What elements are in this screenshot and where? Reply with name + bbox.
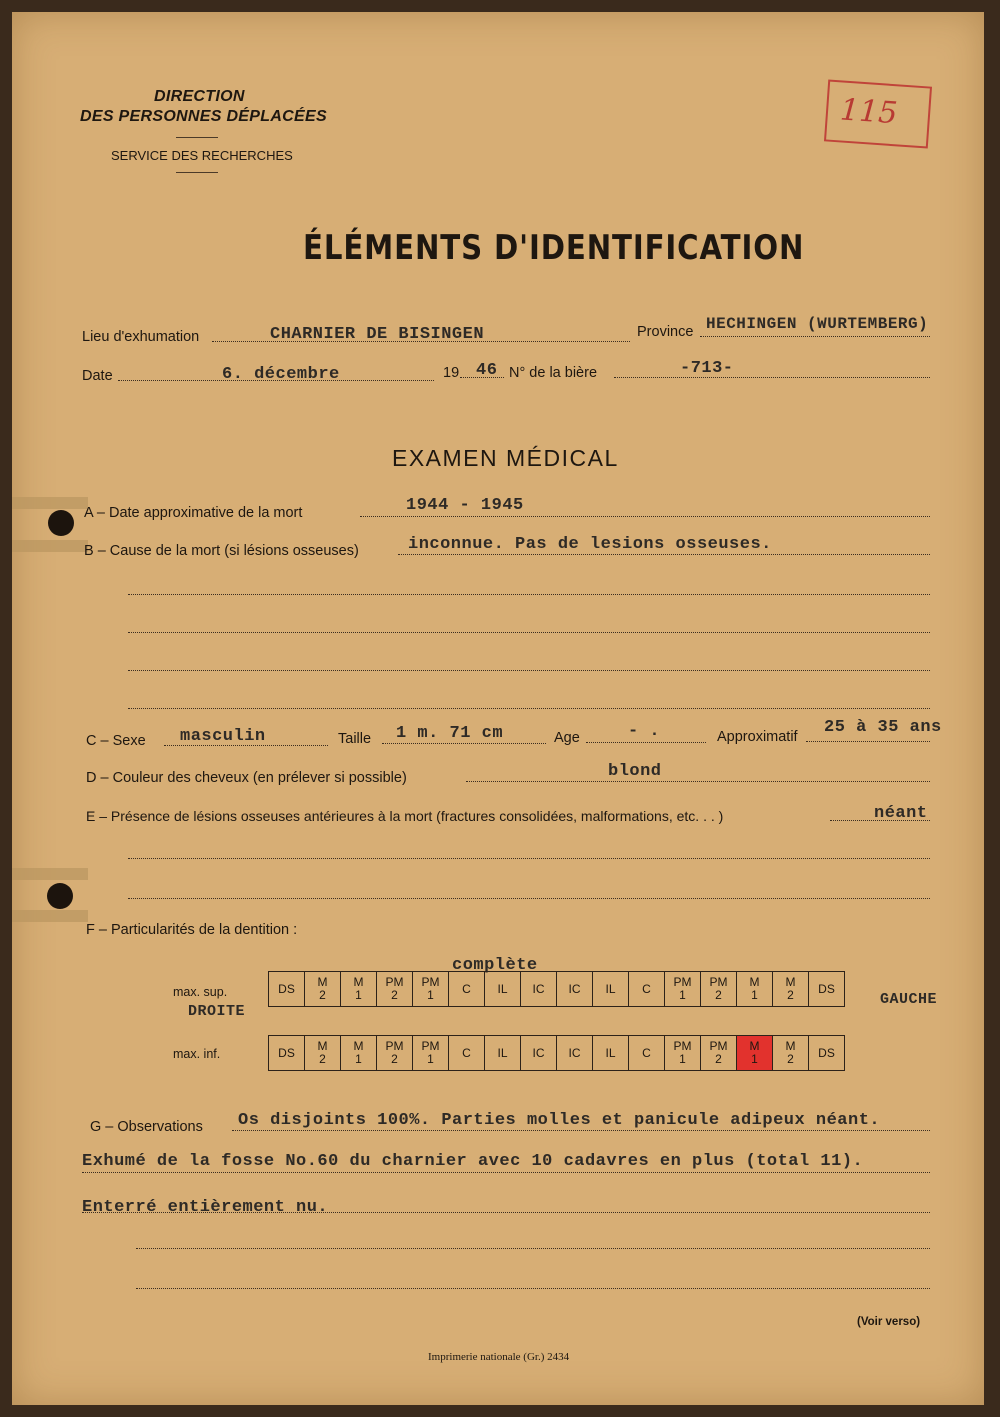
section-title: EXAMEN MÉDICAL: [392, 445, 619, 471]
header-direction: DIRECTION: [154, 88, 245, 105]
dentition-note: complète: [452, 956, 538, 975]
page-title: ÉLÉMENTS D'IDENTIFICATION: [303, 228, 805, 268]
province-value: HECHINGEN (WURTEMBERG): [706, 315, 929, 333]
year-value: 46: [476, 361, 498, 380]
taille-line: [382, 743, 546, 744]
tooth-cell: PM 2: [701, 1036, 737, 1071]
header-rule: [176, 172, 218, 173]
header-service: SERVICE DES RECHERCHES: [111, 148, 293, 163]
biere-label: N° de la bière: [509, 365, 598, 381]
blank-line: [128, 898, 930, 899]
hole-band: [12, 497, 88, 509]
tooth-cell: PM 2: [377, 1036, 413, 1071]
age-label: Age: [554, 730, 580, 746]
tooth-cell: C: [449, 1036, 485, 1071]
date-value: 6. décembre: [222, 365, 340, 384]
blank-line: [128, 632, 930, 633]
blank-line: [128, 708, 930, 709]
approx-label: Approximatif: [717, 729, 798, 745]
province-label: Province: [637, 324, 694, 340]
voir-verso: (Voir verso): [857, 1316, 921, 1328]
stamp-box: [824, 79, 932, 148]
tooth-cell: PM 2: [701, 972, 737, 1007]
item-a-line: [360, 516, 930, 517]
tooth-cell: IC: [557, 972, 593, 1007]
taille-label: Taille: [338, 731, 372, 747]
hole-band: [12, 868, 88, 880]
hole-band: [12, 910, 88, 922]
blank-line: [136, 1288, 930, 1289]
max-sup-label: max. sup.: [173, 985, 228, 999]
age-line: [586, 742, 706, 743]
taille-value: 1 m. 71 cm: [396, 724, 504, 743]
item-b-label: B – Cause de la mort (si lésions osseuses): [84, 543, 359, 559]
tooth-cell: DS: [269, 972, 305, 1007]
teeth-upper-row: [268, 971, 845, 1007]
date-label: Date: [82, 368, 113, 384]
year-prefix: 19: [443, 365, 460, 381]
item-e-label: E – Présence de lésions osseuses antérieures à la mort (fractures consolidées, malformations, etc. . . ): [86, 808, 724, 824]
tooth-cell: M 1: [341, 972, 377, 1007]
gauche-label: GAUCHE: [880, 991, 938, 1008]
item-f-label: F – Particularités de la dentition :: [86, 922, 298, 938]
tooth-cell: DS: [809, 1036, 845, 1071]
punch-hole: [47, 883, 73, 909]
tooth-cell: IL: [485, 1036, 521, 1071]
province-line: [700, 336, 930, 337]
header-rule: [176, 137, 218, 138]
hole-band: [12, 540, 88, 552]
item-d-label: D – Couleur des cheveux (en prélever si possible): [86, 770, 407, 786]
stamp-number: 115: [838, 92, 899, 132]
obs-line-3: Enterré entièrement nu.: [82, 1198, 329, 1217]
item-a-label: A – Date approximative de la mort: [84, 505, 303, 521]
tooth-cell: IL: [593, 1036, 629, 1071]
obs-line-2: Exhumé de la fosse No.60 du charnier avec 10 cadavres en plus (total 11).: [82, 1152, 864, 1171]
tooth-cell: PM 1: [413, 972, 449, 1007]
max-inf-label: max. inf.: [173, 1047, 221, 1061]
blank-line: [128, 594, 930, 595]
tooth-cell: M 1: [737, 972, 773, 1007]
tooth-cell: IC: [521, 972, 557, 1007]
tooth-cell: PM 1: [413, 1036, 449, 1071]
item-d-value: blond: [608, 762, 662, 781]
tooth-cell: DS: [269, 1036, 305, 1071]
blank-line: [136, 1248, 930, 1249]
tooth-cell: M 1: [341, 1036, 377, 1071]
tooth-cell: C: [629, 1036, 665, 1071]
item-a-value: 1944 - 1945: [406, 496, 524, 515]
teeth-lower-row: [268, 1035, 845, 1071]
tooth-cell: PM 1: [665, 1036, 701, 1071]
punch-hole: [48, 510, 74, 536]
tooth-cell: PM 2: [377, 972, 413, 1007]
imprimerie: Imprimerie nationale (Gr.) 2434: [428, 1351, 570, 1363]
sexe-value: masculin: [180, 727, 266, 746]
lieu-label: Lieu d'exhumation: [82, 329, 200, 345]
item-c-label: C – Sexe: [86, 733, 146, 749]
item-g-label: G – Observations: [90, 1119, 203, 1135]
obs-line: [232, 1130, 930, 1131]
blank-line: [128, 858, 930, 859]
approx-value: 25 à 35 ans: [824, 718, 942, 737]
tooth-cell: DS: [809, 972, 845, 1007]
item-b-value: inconnue. Pas de lesions osseuses.: [408, 535, 772, 554]
tooth-cell: M 2: [773, 972, 809, 1007]
tooth-cell: IL: [485, 972, 521, 1007]
tooth-cell: M 2: [305, 1036, 341, 1071]
header-personnes: DES PERSONNES DÉPLACÉES: [80, 108, 327, 125]
tooth-cell: C: [449, 972, 485, 1007]
biere-value: -713-: [680, 359, 734, 378]
lieu-value: CHARNIER DE BISINGEN: [270, 325, 485, 344]
tooth-cell: IC: [521, 1036, 557, 1071]
tooth-cell: IC: [557, 1036, 593, 1071]
blank-line: [128, 670, 930, 671]
tooth-cell: M 2: [305, 972, 341, 1007]
item-b-line: [398, 554, 930, 555]
droite-label: DROITE: [188, 1003, 246, 1020]
approx-line: [806, 741, 930, 742]
tooth-cell: C: [629, 972, 665, 1007]
tooth-cell: IL: [593, 972, 629, 1007]
tooth-cell: M 1: [737, 1036, 773, 1071]
tooth-cell: M 2: [773, 1036, 809, 1071]
tooth-cell: PM 1: [665, 972, 701, 1007]
biere-line: [614, 377, 930, 378]
item-e-value: néant: [874, 804, 928, 823]
obs-line-1: Os disjoints 100%. Parties molles et panicule adipeux néant.: [238, 1111, 881, 1130]
age-value: - .: [628, 722, 661, 741]
item-d-line: [466, 781, 930, 782]
obs-line: [82, 1172, 930, 1173]
